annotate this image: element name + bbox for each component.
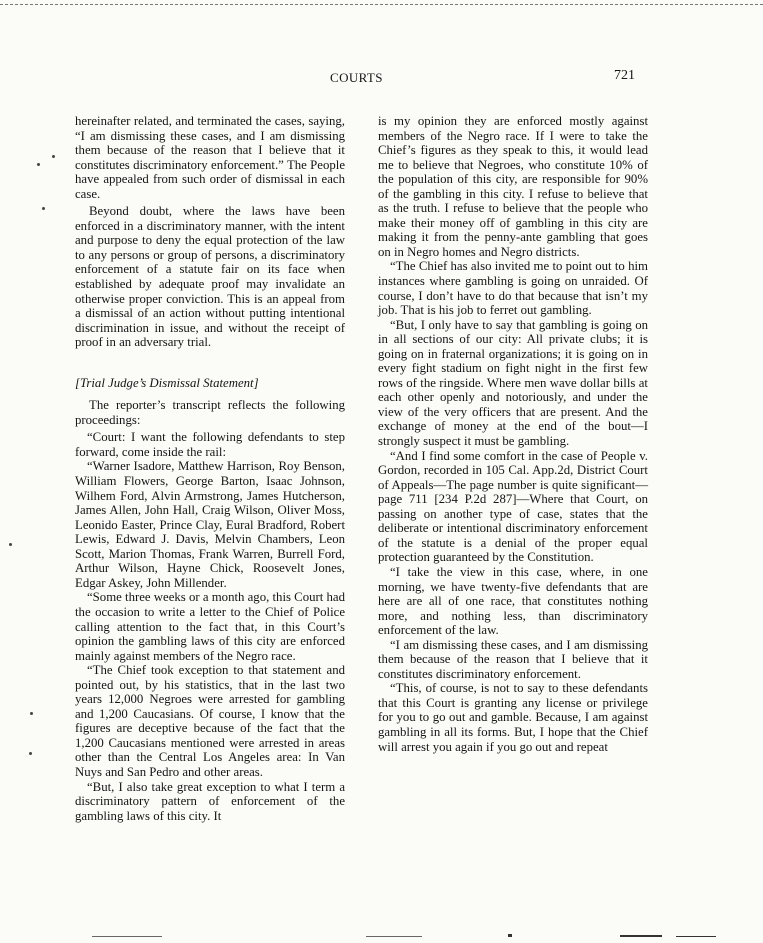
page-number: 721 (614, 68, 635, 83)
quoted-paragraph: “The Chief has also invited me to point out to him instances where gambling is going on unraided. Of course, I don’t have to do that because that isn’t my job. That is his job to ferret out gambling. (378, 259, 648, 318)
quoted-paragraph: “And I find some comfort in the case of People v. Gordon, recorded in 105 Cal. App.2d, District Court of Appeals—The page number is quite significant—page 711 [234 P.2d 287]—Where that Court, on passing on another type of case, states that the deliberate or intentional discriminatory enforcement of the statute is a denial of the proper equal protection guaranteed by the Constitution. (378, 448, 648, 565)
quoted-paragraph: “Warner Isadore, Matthew Harrison, Roy Benson, William Flowers, George Barton, Isaac Johnson, Wilhem Ford, Alvin Armstrong, James Hutcherson, James Allen, John Hall, Craig Wilson, Oliver Moss, Leonido Easter, Prince Clay, Eural Bradford, Robert Lewis, Edward J. Davis, Melvin Chambers, Leon Scott, Marion Thomas, Frank Warren, Burrell Ford, Arthur Wilson, Hayne Chick, Roosevelt Jones, Edgar Askey, John Millender. (75, 459, 345, 590)
scan-speck (9, 543, 12, 546)
left-column (75, 114, 345, 823)
scan-speck (42, 207, 45, 210)
quoted-paragraph: “Court: I want the following defendants to step forward, come inside the rail: (75, 430, 345, 459)
quoted-paragraph: “Some three weeks or a month ago, this Court had the occasion to write a letter to the Chief of Police calling attention to the fact that, in this Court’s opinion the gambling laws of this city are enforced mainly against members of the Negro race. (75, 590, 346, 663)
scan-rule (676, 936, 716, 937)
scan-rule (508, 934, 512, 937)
scan-speck (30, 712, 33, 715)
quoted-paragraph: “But, I only have to say that gambling is going on in all sections of our city: All private clubs; it is going on in fraternal organizations; it is going on in every fight stadium on fight night in the first few rows of the ringside. Where men wave dollar bills at each other openly and notoriously, and under the view of the very officers that are present. And the exchange of money at the end of the bout—I strongly suspect it must be gambling. (378, 317, 648, 449)
top-page-edge (0, 4, 763, 5)
running-head: COURTS (330, 70, 383, 85)
section-heading: [Trial Judge’s Dismissal Statement] (75, 375, 259, 390)
scan-speck (29, 752, 32, 755)
paragraph: The reporter’s transcript reflects the following proceedings: (75, 398, 345, 427)
quoted-paragraph: “This, of course, is not to say to these defendants that this Court is granting any license or privilege for you to go out and gamble. Because, I am against gambling in all its forms. But, I hope that the Chief will arrest you again if you go out and repeat (378, 681, 648, 754)
right-column (378, 114, 648, 754)
paragraph: hereinafter related, and terminated the cases, saying, “I am dismissing these cases, and I am dismissing them because of the reason that I believe that it constitutes discriminatory enforcement.” The People have appealed from such order of dismissal in each case. (75, 114, 345, 201)
scan-speck (52, 155, 55, 158)
scan-rule (366, 936, 422, 937)
quoted-paragraph: “I am dismissing these cases, and I am dismissing them because of the reason that I believe that it constitutes discriminatory enforcement. (378, 637, 648, 681)
scan-rule (620, 935, 662, 937)
quoted-paragraph: “The Chief took exception to that statement and pointed out, by his statistics, that in the last two years 12,000 Negroes were arrested for gambling and 1,200 Caucasians. Of course, I know that the figures are deceptive because of the fact that the 1,200 Caucasians mentioned were arrested in areas other than the Central Los Angeles area: In Van Nuys and San Pedro and other areas. (75, 663, 345, 779)
quoted-paragraph: is my opinion they are enforced mostly against members of the Negro race. If I were to take the Chief’s figures as they speak to this, it would lead me to believe that Negroes, who constitute 10% of the population of this city, are responsible for 90% of the gambling in this city. I refuse to believe that as the truth. I refuse to believe that the people who make their money off of gambling in this city are making it from the penny-ante gambling that goes on in Negro homes and Negro districts. (378, 114, 648, 259)
paragraph: Beyond doubt, where the laws have been enforced in a discriminatory manner, with the intent and purpose to deny the equal protection of the law to any persons or group of persons, a discriminatory enforcement of a statute fair on its face when established by adequate proof may invalidate an otherwise proper conviction. This is an appeal from a dismissal of an action without putting intentional discrimination in issue, and without the receipt of proof in an adversary trial. (75, 204, 345, 350)
bottom-scan-marks (0, 923, 763, 943)
quoted-paragraph: “But, I also take great exception to what I term a discriminatory pattern of enforcement of the gambling laws of this city. It (75, 779, 345, 823)
scan-speck (37, 163, 40, 166)
quoted-paragraph: “I take the view in this case, where, in one morning, we have twenty-five defendants that are here are all of one race, that constitutes nothing more, and nothing less, than discriminatory enforcement of the law. (378, 564, 648, 638)
scan-rule (92, 936, 162, 937)
